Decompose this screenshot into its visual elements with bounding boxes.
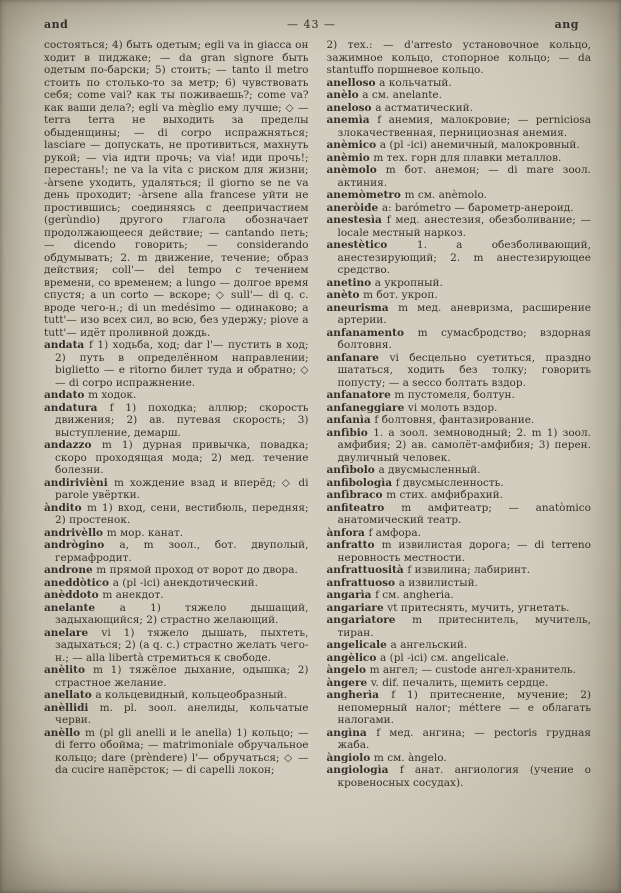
- headword: àndito: [44, 501, 87, 514]
- headword: angiologìa: [326, 764, 400, 776]
- dictionary-entry: andata f 1) ходьба, ход; dar l'— пустить в ход; 2) путь в определённом направлении; biglietto — e ritorno билет туда и обратно; ◇ — di corpo испражнение.: [44, 339, 309, 389]
- headword: àngelo: [326, 664, 370, 676]
- headword: anemìa: [326, 114, 378, 126]
- headword: aneddòtico: [44, 576, 113, 589]
- dictionary-entry: angarìa f см. angheria.: [326, 589, 454, 601]
- page-number: — 43 —: [287, 18, 336, 31]
- headword: anestètico: [326, 239, 417, 251]
- dictionary-entry: anelare vi 1) тяжело дышать, пыхтеть, задыхаться; 2) (a q. c.) страстно желать чего-н.; — alla libertà стремиться к свободе.: [44, 626, 309, 664]
- headword: andato: [44, 389, 89, 401]
- dictionary-entry: anèmico a (pl -ici) анемичный, малокровный.: [326, 139, 580, 151]
- dictionary-entry: anestètico 1. a обезболивающий, анестезирующий; 2. m анестезирующее средство.: [326, 239, 592, 276]
- dictionary-entry: anèlo a см. anelante.: [326, 89, 442, 101]
- headword: angariare: [326, 601, 388, 614]
- headword: angariatore: [326, 614, 413, 626]
- headword: aneloso: [326, 101, 376, 114]
- headword: anestesìa: [326, 214, 387, 226]
- headword: anèllo: [44, 726, 85, 739]
- headword: anèto: [326, 289, 364, 301]
- dictionary-entry: angìna f мед. ангина; — pectoris грудная жаба.: [326, 726, 591, 751]
- headword: anfratto: [326, 539, 382, 551]
- headword: anfìbraco: [326, 489, 387, 501]
- dictionary-entry: 2) тех.: — d'arresto установочное кольцо, зажимное кольцо, стопорное кольцо; — da stantuffo поршневое кольцо.: [326, 39, 591, 76]
- headword: anfrattuosità: [326, 564, 408, 576]
- dictionary-entry: состояться; 4) быть одетым; egli va in giacca он ходит в пиджаке; — da gran signore быть одетым по-барски; 5) стоить; — tanto il metro стоить по столько-то за метр; 6) чувствовать себя; come vai? как ты поживаешь?; come va? как ваши дела?; egli va mèglio ему лучше; ◇ — terra terra не выходить за пределы обыденщины; — di corpo испражняться; lasciare — допускать, не противиться, махнуть рукой; — via идти прочь; va via! иди прочь!; перестань!; ne va la vita с риском для жизни; -àrsene уходить, удаляться; il giorno se ne va день проходит; -àrsene alla francese уйти не простившись; соединяясь с деепричастием (gerùndio) другого глагола обозначает продолжающееся действие; — cantando петь; — dicendo говорить; — considerando обдумывать; 2. m движение, течение; образ действия; coll'— del tempo с течением времени, со временем; a lungo — долгое время спустя; a un corto — вскоре; ◇ sull'— di q. c. вроде чего-н.; di un medésimo — одинаково; a tutt'— изо всех сил, во всю, без удержу; piove a tutt'— идёт проливной дождь.: [44, 39, 309, 339]
- headword: angherìa: [326, 689, 392, 701]
- dictionary-entry: anfratto m извилистая дорога; — di terreno неровность местности.: [326, 539, 591, 564]
- dictionary-entry: angelicale a ангельский.: [326, 639, 468, 651]
- right-column: [327, 39, 592, 789]
- headword: angelicale: [326, 639, 391, 651]
- dictionary-entry: angherìa f 1) притеснение, мучение; 2) непомерный налог; méttere — e облагать налогами.: [326, 689, 592, 726]
- dictionary-entry: angariatore m притеснитель, мучитель, тиран.: [326, 614, 591, 639]
- headword: anfanamento: [326, 326, 418, 339]
- headword: andirivièni: [44, 476, 114, 489]
- dictionary-entry: anfanare vi бесцельно суетиться, праздно шататься, ходить без толку; говорить попусту; — a secco болтать вздор.: [326, 351, 591, 389]
- guide-word-right: ang: [554, 18, 579, 31]
- headword: anfìbolo: [326, 464, 379, 476]
- headword: anfrattuoso: [326, 576, 399, 589]
- headword: anèddoto: [44, 589, 103, 601]
- headword: angèlico: [326, 651, 380, 664]
- dictionary-entry: anèmio m тех. горн для плавки металлов.: [326, 151, 562, 164]
- dictionary-entry: andrivèllo m мор. канат.: [44, 526, 184, 539]
- dictionary-entry: anèlito m 1) тяжёлое дыхание, одышка; 2) страстное желание.: [44, 664, 309, 689]
- dictionary-entry: anèllidi m. pl. зоол. анелиды, кольчатые черви.: [44, 701, 309, 726]
- headword: anfibologìa: [326, 476, 396, 489]
- headword: anèllidi: [44, 701, 100, 714]
- dictionary-entry: angèlico a (pl -ici) см. angelicale.: [326, 651, 510, 664]
- headword: àngere: [326, 676, 371, 689]
- headword: anfanìa: [326, 414, 375, 426]
- headword: aneròide: [326, 201, 382, 214]
- dictionary-entry: aneloso a астматический.: [326, 101, 473, 114]
- headword: anèlo: [326, 89, 363, 101]
- dictionary-entry: anfiteatro m амфитеатр; — anatòmico анатомический театр.: [326, 501, 591, 526]
- dictionary-entry: anfìbraco m стих. амфибрахий.: [326, 489, 503, 501]
- headword: andrivèllo: [44, 526, 107, 539]
- dictionary-entry: anfaneggiare vi молоть вздор.: [326, 401, 498, 414]
- headword: anfanatore: [326, 389, 395, 401]
- headword: andatura: [44, 401, 110, 414]
- headword: anellato: [44, 689, 96, 701]
- headword: anetino: [326, 276, 375, 289]
- dictionary-entry: anfrattuoso a извилистый.: [326, 576, 478, 589]
- headword: anèlito: [44, 664, 93, 676]
- dictionary-entry: anelante a 1) тяжело дышащий, задыхающийся; 2) страстно желающий.: [44, 601, 309, 626]
- dictionary-entry: anfanatore m пустомеля, болтун.: [326, 389, 515, 401]
- dictionary-entry: aneddòtico a (pl -ici) анекдотический.: [44, 576, 258, 589]
- dictionary-entry: àngelo m ангел; — custode ангел-хранитель.: [326, 664, 576, 676]
- text-columns: [0, 37, 621, 789]
- dictionary-entry: andrògino a, m зоол., бот. двуполый, гермафродит.: [44, 539, 309, 564]
- headword: anelante: [44, 601, 120, 614]
- headword: anelloso: [326, 76, 380, 89]
- headword: anfiteatro: [326, 501, 402, 514]
- headword: ànfora: [326, 526, 369, 539]
- headword: anemòmetro: [326, 189, 405, 201]
- dictionary-entry: anetino a укропный.: [326, 276, 443, 289]
- dictionary-entry: anfibologìa f двусмысленность.: [326, 476, 504, 489]
- headword: angìna: [326, 726, 377, 739]
- dictionary-entry: anemòmetro m см. anèmolo.: [326, 189, 487, 201]
- dictionary-entry: anfanamento m сумасбродство; вздорная болтовня.: [326, 326, 591, 351]
- headword: andazzo: [44, 439, 102, 451]
- dictionary-entry: ànfora f амфора.: [326, 526, 421, 539]
- dictionary-entry: anestesìa f мед. анестезия, обезболивание; — locale местный наркоз.: [326, 214, 591, 239]
- dictionary-entry: anfìbolo a двусмысленный.: [326, 464, 481, 476]
- dictionary-entry: andatura f 1) походка; аллюр; скорость движения; 2) ав. путевая скорость; 3) выступление, демарш.: [44, 401, 309, 439]
- dictionary-entry: anèddoto m анекдот.: [44, 589, 164, 601]
- dictionary-entry: andirivièni m хождение взад и вперёд; ◇ di parole увёртки.: [44, 476, 309, 501]
- dictionary-entry: anèmolo m бот. анемон; — di mare зоол. актиния.: [326, 164, 591, 189]
- headword: anfaneggiare: [326, 401, 408, 414]
- left-column: [44, 39, 309, 789]
- dictionary-entry: anellato a кольцевидный, кольцеобразный.: [44, 689, 287, 701]
- dictionary-entry: anfanìa f болтовня, фантазирование.: [326, 414, 535, 426]
- dictionary-entry: andazzo m 1) дурная привычка, повадка; скоро проходящая мода; 2) мед. течение болезни.: [44, 439, 309, 476]
- headword: anèmico: [326, 139, 380, 151]
- headword: andata: [44, 339, 90, 351]
- headword: aneurisma: [326, 301, 399, 314]
- headword: àngiolo: [326, 751, 374, 764]
- headword: anèmio: [326, 151, 374, 164]
- dictionary-entry: andato m ходок.: [44, 389, 137, 401]
- dictionary-entry: anfrattuosità f извилина; лабиринт.: [326, 564, 531, 576]
- headword: anfìbio: [326, 426, 374, 439]
- dictionary-entry: àndito m 1) вход, сени, вестибюль, передняя; 2) простенок.: [44, 501, 309, 526]
- dictionary-entry: aneurisma m мед. аневризма, расширение артерии.: [326, 301, 591, 326]
- headword: anelare: [44, 626, 102, 639]
- headword: angarìa: [326, 589, 376, 601]
- dictionary-entry: anelloso a кольчатый.: [326, 76, 452, 89]
- dictionary-entry: anèto m бот. укроп.: [326, 289, 438, 301]
- headword: anfanare: [326, 351, 390, 364]
- dictionary-entry: angiologìa f анат. ангиология (учение о кровеносных сосудах).: [326, 764, 592, 789]
- dictionary-entry: angariare vt притеснять, мучить, угнетать.: [326, 601, 570, 614]
- headword: andrògino: [44, 539, 120, 551]
- headword: androne: [44, 564, 97, 576]
- dictionary-entry: anemìa f анемия, малокровие; — perniciosa злокачественная, пернициозная анемия.: [326, 114, 591, 139]
- headword: anèmolo: [326, 164, 386, 176]
- page-header: [0, 0, 621, 37]
- dictionary-entry: aneròide a: barómetro — барометр-анероид.: [326, 201, 574, 214]
- dictionary-entry: àngere v. dif. печалить, щемить сердце.: [326, 676, 549, 689]
- guide-word-left: and: [44, 18, 69, 31]
- dictionary-entry: anèllo m (pl gli anelli и le anella) 1) кольцо; — di ferro обойма; — matrimoniale обручальное кольцо; dare (prèndere) l'— обручаться; ◇ — da cucire напёрсток; — di capelli локон;: [44, 726, 309, 776]
- dictionary-entry: androne m прямой проход от ворот до двора.: [44, 564, 298, 576]
- dictionary-entry: àngiolo m см. àngelo.: [326, 751, 447, 764]
- dictionary-entry: anfìbio 1. a зоол. земноводный; 2. m 1) зоол. амфибия; 2) ав. самолёт-амфибия; 3) перен. двуличный человек.: [326, 426, 591, 464]
